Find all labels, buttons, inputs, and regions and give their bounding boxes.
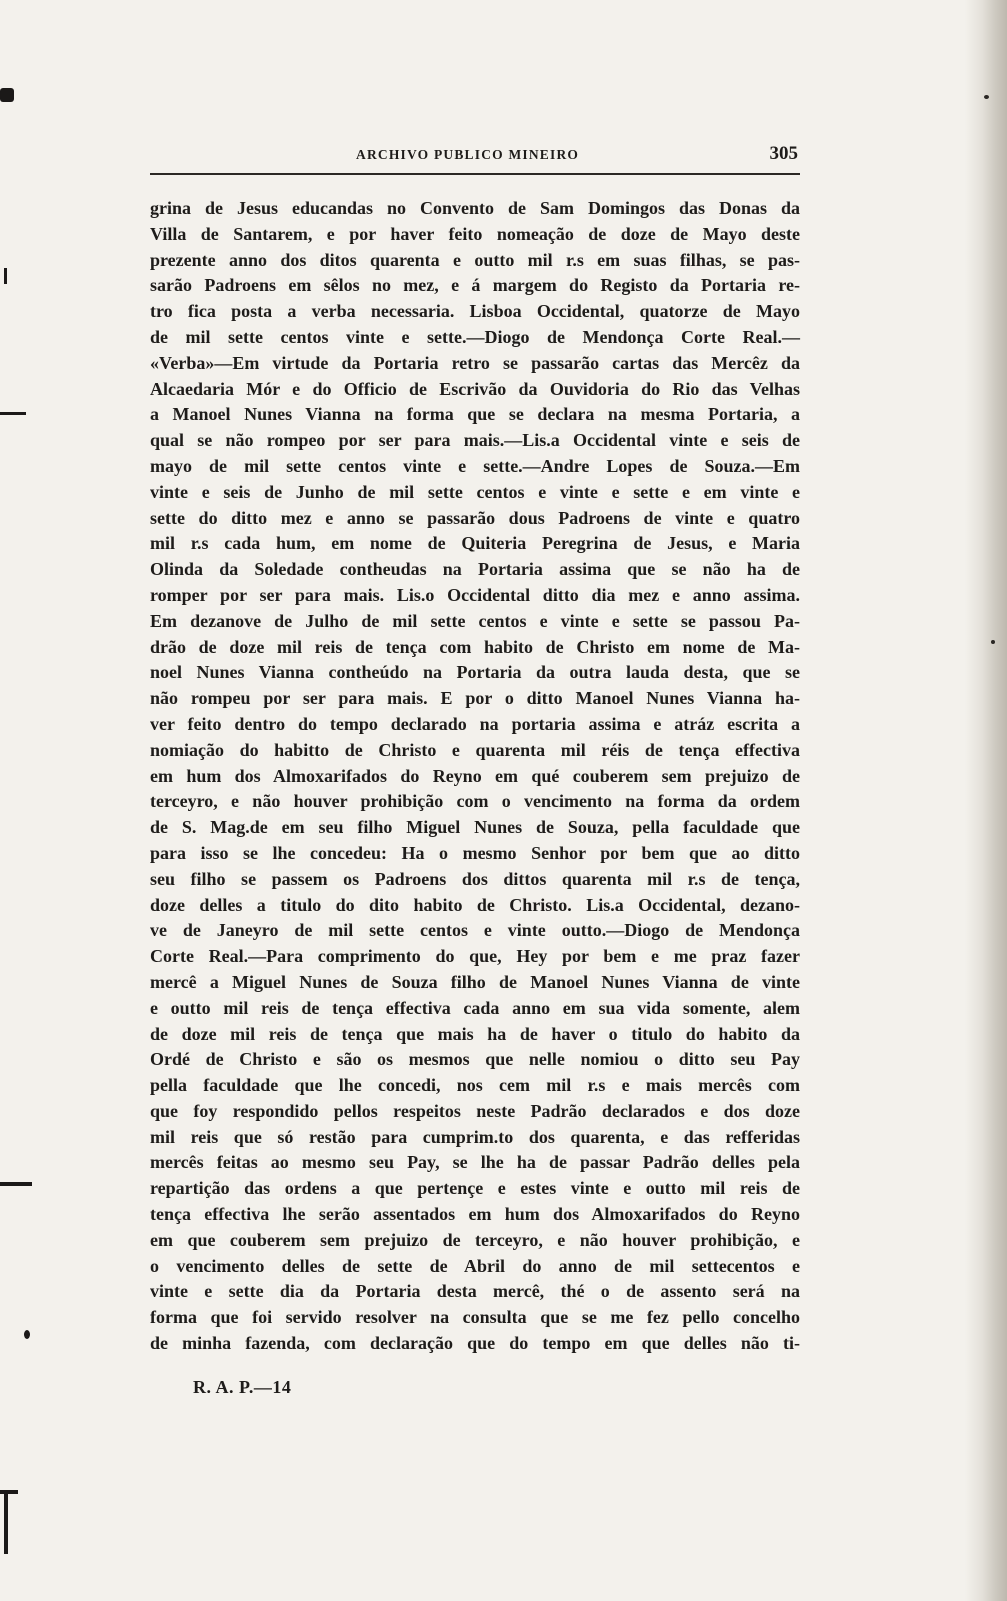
footer-signature: R. A. P.—14 bbox=[193, 1377, 292, 1397]
scan-mark bbox=[0, 88, 14, 102]
text-line: de S. Mag.de em seu filho Miguel Nunes de Souza, pella faculdade que bbox=[150, 817, 800, 838]
text-line: mercê a Miguel Nunes de Souza filho de Manoel Nunes Vianna de vinte bbox=[150, 971, 800, 992]
text-line: ve de Janeyro de mil sette centos e vinte outto.—Diogo de Mendonça bbox=[150, 920, 800, 941]
text-line: prezente anno dos ditos quarenta e outto mil r.s em suas filhas, se pas- bbox=[150, 249, 800, 270]
text-line: o vencimento delles de sette de Abril do anno de mil settecentos e bbox=[150, 1255, 800, 1276]
text-line: grina de Jesus educandas no Convento de Sam Domingos das Donas da bbox=[150, 198, 800, 218]
text-line: vinte e sette dia da Portaria desta mercê, thé o de assento será na bbox=[150, 1281, 800, 1302]
text-line: Olinda da Soledade contheudas na Portaria assima que se não ha de bbox=[150, 559, 800, 580]
text-line: terceyro, e não houver prohibição com o vencimento na forma da ordem bbox=[150, 791, 800, 812]
scan-mark bbox=[0, 1182, 32, 1186]
text-line: pella faculdade que lhe concedi, nos cem mil r.s e mais mercês com bbox=[150, 1075, 800, 1096]
header-rule bbox=[150, 173, 800, 175]
running-header bbox=[150, 143, 800, 175]
text-line: Villa de Santarem, e por haver feito nomeação de doze de Mayo deste bbox=[150, 223, 800, 244]
scan-mark bbox=[0, 412, 26, 415]
page-number: 305 bbox=[769, 143, 798, 164]
text-line: Alcaedaria Mór e do Officio de Escrivão da Ouvidoria do Rio das Velhas bbox=[150, 378, 800, 399]
scan-mark bbox=[4, 1494, 8, 1554]
text-line: mil r.s cada hum, em nome de Quiteria Peregrina de Jesus, e Maria bbox=[150, 533, 800, 554]
text-line: drão de doze mil reis de tença com habito de Christo em nome de Ma- bbox=[150, 636, 800, 657]
text-line: sette do ditto mez e anno se passarão dous Padroens de vinte e quatro bbox=[150, 507, 800, 528]
scan-mark bbox=[4, 268, 7, 284]
text-line: e outto mil reis de tença effectiva cada anno em sua vida somente, alem bbox=[150, 997, 800, 1018]
text-line: de minha fazenda, com declaração que do tempo em que delles não ti- bbox=[150, 1333, 800, 1354]
text-line: noel Nunes Vianna contheúdo na Portaria da outra lauda desta, que se bbox=[150, 662, 800, 683]
text-line: de doze mil reis de tença que mais ha de haver o titulo do habito da bbox=[150, 1023, 800, 1044]
text-line: tro fica posta a verba necessaria. Lisboa Occidental, quatorze de Mayo bbox=[150, 301, 800, 322]
scan-mark bbox=[24, 1330, 30, 1339]
text-line: em hum dos Almoxarifados do Reyno em qué couberem sem prejuizo de bbox=[150, 765, 800, 786]
text-line: mayo de mil sette centos vinte e sette.—Andre Lopes de Souza.—Em bbox=[150, 455, 800, 476]
text-line: qual se não rompeo por ser para mais.—Lis.a Occidental vinte e seis de bbox=[150, 430, 800, 451]
text-line: forma que foi servido resolver na consulta que se me fez pello concelho bbox=[150, 1307, 800, 1328]
body-text bbox=[150, 196, 800, 1357]
text-line: ver feito dentro do tempo declarado na portaria assima e atráz escrita a bbox=[150, 713, 800, 734]
text-line: romper por ser para mais. Lis.o Occidental ditto dia mez e anno assima. bbox=[150, 584, 800, 605]
text-line: que foy respondido pellos respeitos neste Padrão declarados e dos doze bbox=[150, 1100, 800, 1121]
text-line: em que couberem sem prejuizo de terceyro, e não houver prohibição, e bbox=[150, 1229, 800, 1250]
text-line: de mil sette centos vinte e sette.—Diogo de Mendonça Corte Real.— bbox=[150, 326, 800, 347]
text-line: nomiação do habitto de Christo e quarenta mil réis de tença effectiva bbox=[150, 739, 800, 760]
text-line: doze delles a titulo do dito habito de Christo. Lis.a Occidental, dezano- bbox=[150, 894, 800, 915]
scan-mark bbox=[0, 1490, 18, 1494]
text-line: repartição das ordens a que pertençe e estes vinte e outto mil reis de bbox=[150, 1178, 800, 1199]
header-title: ARCHIVO PUBLICO MINEIRO bbox=[356, 147, 580, 162]
text-line: tença effectiva lhe serão assentados em hum dos Almoxarifados do Reyno bbox=[150, 1204, 800, 1225]
text-line: «Verba»—Em virtude da Portaria retro se passarão cartas das Mercêz da bbox=[150, 352, 800, 373]
text-line: mercês feitas ao mesmo seu Pay, se lhe ha de passar Padrão delles pela bbox=[150, 1152, 800, 1173]
text-line: não rompeu por ser para mais. E por o ditto Manoel Nunes Vianna ha- bbox=[150, 688, 800, 709]
text-line: vinte e seis de Junho de mil sette centos e vinte e sette e em vinte e bbox=[150, 481, 800, 502]
text-line: seu filho se passem os Padroens dos dittos quarenta mil r.s de tença, bbox=[150, 868, 800, 889]
text-line: para isso se lhe concedeu: Ha o mesmo Senhor por bem que ao ditto bbox=[150, 842, 800, 863]
text-line: Ordé de Christo e são os mesmos que nelle nomiou o ditto seu Pay bbox=[150, 1049, 800, 1070]
text-line: sarão Padroens em sêlos no mez, e á margem do Registo da Portaria re- bbox=[150, 275, 800, 296]
page-edge bbox=[965, 0, 1007, 1601]
text-line: Corte Real.—Para comprimento do que, Hey por bem e me praz fazer bbox=[150, 946, 800, 967]
text-line: mil reis que só restão para cumprim.to dos quarenta, e das refferidas bbox=[150, 1126, 800, 1147]
text-line: Em dezanove de Julho de mil sette centos e vinte e sette se passou Pa- bbox=[150, 610, 800, 631]
scan-speck bbox=[984, 95, 989, 99]
scan-speck bbox=[991, 640, 995, 644]
text-line: a Manoel Nunes Vianna na forma que se declara na mesma Portaria, a bbox=[150, 404, 800, 425]
